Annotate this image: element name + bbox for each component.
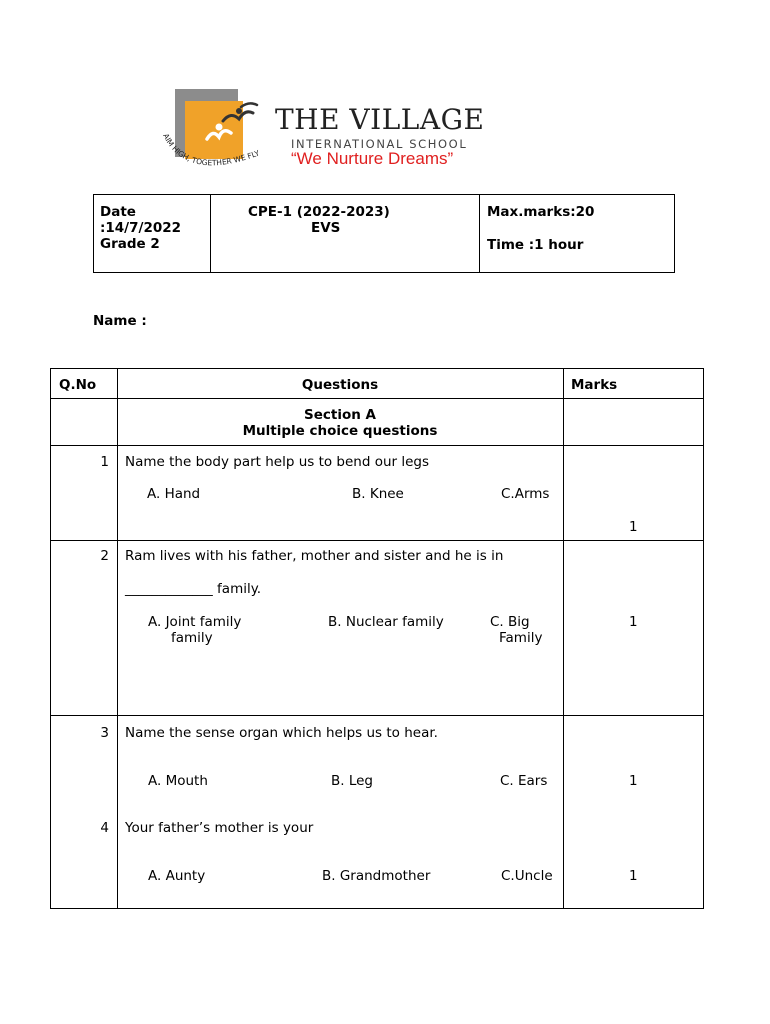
header-divider [210, 195, 211, 272]
question-text-blank: _____________ family. [125, 581, 262, 597]
option-a: A. Aunty [148, 868, 206, 884]
question-number: 3 [100, 725, 109, 741]
header-marks: Marks [571, 377, 618, 393]
option-c: C. Ears [500, 773, 548, 789]
question-number: 1 [100, 454, 109, 470]
column-divider [117, 369, 118, 908]
motto-arc [155, 125, 275, 185]
option-b: B. Leg [331, 773, 374, 789]
option-c: C.Uncle [501, 868, 553, 884]
option-b: B. Grandmother [322, 868, 431, 884]
school-motto: AIM HIGH, TOGETHER WE FLY [161, 131, 261, 168]
option-a: A. Hand [147, 486, 201, 502]
header-divider [479, 195, 480, 272]
question-text: Name the body part help us to bend our legs [125, 454, 430, 470]
option-a-wrap: family [171, 630, 213, 646]
school-logo [155, 85, 495, 185]
row-divider [51, 445, 703, 446]
question-text: Ram lives with his father, mother and sister and he is in [125, 548, 504, 564]
time-label: Time :1 hour [487, 237, 584, 253]
option-c-wrap: Family [499, 630, 543, 646]
option-a: A. Mouth [148, 773, 208, 789]
svg-text:AIM HIGH, TOGETHER WE FLY [161, 132, 261, 167]
question-marks: 1 [629, 519, 638, 535]
school-tagline: “We Nurture Dreams” [291, 149, 454, 168]
question-text: Your father’s mother is your [125, 820, 314, 836]
option-c: C.Arms [501, 486, 550, 502]
column-divider [563, 369, 564, 908]
question-marks: 1 [629, 868, 638, 884]
section-title: Section A [304, 407, 376, 423]
subject-label: EVS [311, 220, 341, 236]
question-marks: 1 [629, 614, 638, 630]
question-number: 2 [100, 548, 109, 564]
question-marks: 1 [629, 773, 638, 789]
school-name: THE VILLAGE [275, 103, 485, 136]
questions-table [50, 368, 704, 909]
question-text: Name the sense organ which helps us to hear. [125, 725, 438, 741]
row-divider [51, 715, 703, 716]
option-b: B. Nuclear family [328, 614, 444, 630]
header-qno: Q.No [59, 377, 97, 393]
option-c: C. Big [490, 614, 530, 630]
header-questions: Questions [301, 377, 379, 393]
option-a: A. Joint family [148, 614, 242, 630]
grade-label: Grade 2 [100, 236, 160, 252]
row-divider [51, 540, 703, 541]
exam-title: CPE-1 (2022-2023) [248, 204, 390, 220]
row-divider [51, 398, 703, 399]
date-value: :14/7/2022 [100, 220, 182, 236]
max-marks: Max.marks:20 [487, 204, 595, 220]
exam-header-box [93, 194, 675, 273]
section-subtitle: Multiple choice questions [242, 423, 438, 439]
school-subtitle: INTERNATIONAL SCHOOL [291, 137, 468, 151]
option-b: B. Knee [352, 486, 404, 502]
question-number: 4 [100, 820, 109, 836]
date-label: Date [100, 204, 136, 220]
name-label: Name : [93, 313, 147, 329]
